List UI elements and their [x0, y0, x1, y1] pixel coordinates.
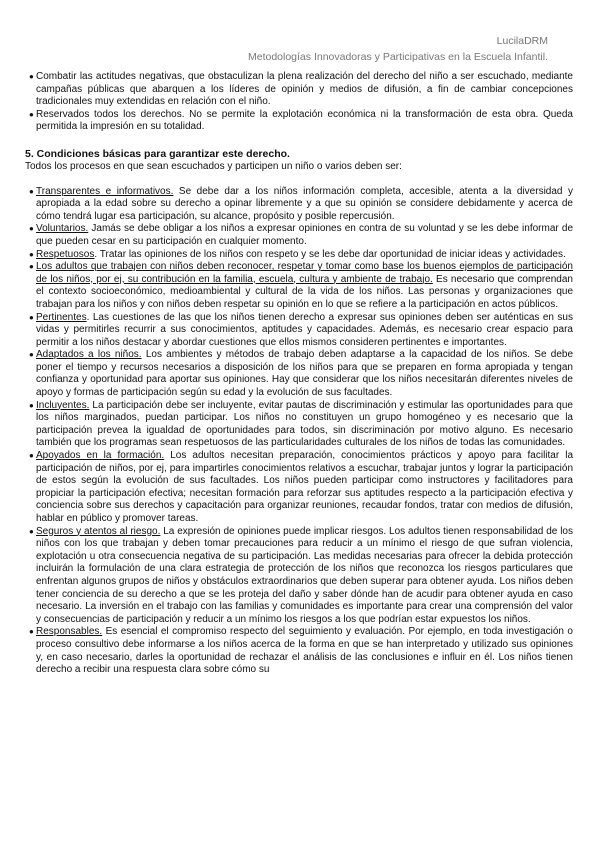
bullet-icon: ●: [29, 262, 34, 272]
bullet-icon: ●: [29, 109, 34, 119]
list-item: [29, 223, 573, 248]
item-description: Es necesario que comprendan el contexto socioeconómico, medioambiental y cultural de la vida de los niños. Las personas y organizaciones que trabajan para los niños y con niños deben respetar su opinión en lo que se refiere a la participación en actos públicos.: [36, 273, 573, 310]
item-term: Pertinentes: [36, 311, 87, 323]
list-item: [29, 526, 573, 627]
bullet-icon: ●: [29, 186, 34, 196]
item-term: Respetuosos: [36, 248, 95, 260]
list-item: [29, 400, 573, 450]
list-item: [29, 109, 573, 134]
list-item: [29, 349, 573, 399]
item-term: Responsables.: [36, 626, 103, 638]
bullet-icon: ●: [29, 72, 34, 81]
page-header: [248, 33, 548, 65]
top-bullet-list: [25, 71, 573, 134]
bullet-icon: ●: [29, 312, 34, 322]
section-heading: 5. Condiciones básicas para garantizar este derecho.: [25, 147, 290, 160]
list-item: [29, 71, 573, 109]
list-item-text: Reservados todos los derechos. No se permite la explotación económica ni la transformación de esta obra. Queda permitida la impresión en su totalidad.: [36, 108, 573, 133]
item-term: Transparentes e informativos.: [36, 185, 174, 197]
list-item-text: Combatir las actitudes negativas, que obstaculizan la plena realización del derecho del niño a ser escuchado, mediante campañas públicas que abarquen a los líderes de opinión y medios de difusión, a fin de cambiar concepciones tradicionales muy extendidas en relación con el niño.: [36, 71, 573, 108]
conditions-list: [25, 186, 573, 677]
section-intro: Todos los procesos en que sean escuchados y participen un niño o varios deben ser:: [25, 160, 402, 172]
item-description: La expresión de opiniones puede implicar riesgos. Los adultos tienen responsabilidad de los niños con los que trabajan y deben tomar precauciones para reducir a un mínimo el riesgo de que sufran violencia, explotación u otra consecuencia negativa de su participación. Las medidas necesarias para ofrecer la debida protección incluirán la formulación de una clara estrategia de protección de los niños que reconozca los riesgos particulares que enfrentan algunos grupos de niños y obstáculos extraordinarios que deben superar para obtener ayuda. Los niños deben tener conciencia de su derecho a que se les proteja del daño y saber dónde han de acudir para obtener ayuda en caso necesario. La inversión en el trabajo con las familias y comunidades es importante para crear una comprensión del valor y consecuencias de participación y reducir a un mínimo los riesgos a los que podrían estar expuestos los niños.: [36, 525, 573, 625]
item-term: Voluntarios.: [36, 223, 89, 235]
bullet-icon: ●: [29, 627, 34, 637]
item-description: . Tratar las opiniones de los niños con respeto y se les debe dar oportunidad de iniciar ideas y actividades.: [94, 248, 566, 260]
item-description: Jamás se debe obligar a los niños a expresar opiniones en contra de su voluntad y se les debe informar de que pueden cesar en su participación en cualquier momento.: [36, 223, 573, 247]
bullet-icon: ●: [29, 526, 34, 536]
list-item: [29, 261, 573, 311]
item-description: . Las cuestiones de las que los niños tienen derecho a expresar sus opiniones deben ser auténticas en sus vidas y permitirles recurrir a sus conocimientos, aptitudes y capacidades. Además, es necesario crear espacio para permitir a los niños destacar y abordar cuestiones que ellos mismos consideren pertinentes e importantes.: [36, 311, 573, 348]
item-term: Apoyados en la formación.: [36, 450, 165, 462]
bullet-icon: ●: [29, 224, 34, 234]
bullet-icon: ●: [29, 400, 34, 410]
list-item: [29, 249, 573, 262]
item-term: Seguros y atentos al riesgo.: [36, 525, 161, 537]
item-term: Incluyentes.: [36, 399, 90, 411]
item-description: Los adultos necesitan preparación, conocimientos prácticos y apoyo para facilitar la participación de niños, por ej, para impartirles conocimientos relativos a escuchar, trabajar juntos y lograr la participación de estos según la evolución de sus facultades. Los niños pueden participar como instructores y facilitadores para propiciar la participación efectiva; necesitan formación para reforzar sus aptitudes respecto a la participación efectiva y conciencia sobre sus derechos y capacitación para organizar reuniones, recaudar fondos, tratar con medios de difusión, hablar en público y promover tareas.: [36, 450, 574, 524]
item-description: Se debe dar a los niños información completa, accesible, atenta a la diversidad y apropiada a la edad sobre su derecho a opinar libremente y a que su opinión se considere debidamente y acerca de cómo tendrá lugar esa participación, su alcance, propósito y posible repercusión.: [36, 185, 573, 222]
list-item: [29, 312, 573, 350]
list-item: [29, 626, 573, 676]
bullet-icon: ●: [29, 249, 34, 259]
header-subtitle: Metodologías Innovadoras y Participativas en la Escuela Infantil.: [247, 51, 548, 63]
item-description: Es esencial el compromiso respecto del seguimiento y evaluación. Por ejemplo, en toda investigación o proceso consultivo debe informarse a los niños acerca de la forma en que se han interpretado y utilizado sus opiniones y, en caso necesario, darles la oportunidad de rechazar el análisis de las conclusiones e influir en él. Los niños tienen derecho a recibir una respuesta clara sobre cómo su: [36, 626, 573, 676]
list-item: [29, 186, 573, 224]
list-item: [29, 450, 573, 526]
bullet-icon: ●: [29, 350, 34, 360]
item-description: Los ambientes y métodos de trabajo deben adaptarse a la capacidad de los niños. Se debe poner el tiempo y recursos necesarios a disposición de los niños para que se preparen en forma apropiada y tengan confianza y oportunidad para aportar sus opiniones. Hay que considerar que los niños necesitarán diferentes niveles de apoyo y formas de participación según su edad y la evolución de sus facultades.: [36, 349, 574, 399]
header-author: LucilaDRM: [496, 35, 548, 47]
item-term: Los adultos que trabajen con niños deben reconocer, respetar y tomar como base los buenos ejemplos de participación de los niños, por ej, su contribución en la familia, escuela, cultura y ambiente de trabajo.: [36, 261, 573, 285]
bullet-icon: ●: [29, 451, 34, 461]
document-body: [25, 71, 573, 677]
item-description: La participación debe ser incluyente, evitar pautas de discriminación y estimular las oportunidades para que los niños marginados, puedan participar. Los niños no constituyen un grupo homogéneo y es necesario que la participación prevea la igualdad de oportunidades para todos, sin discriminación por motivo alguno. Es necesario también que los programas sean respetuosos de las particularidades culturales de los niños de todas las comunidades.: [36, 399, 573, 449]
item-term: Adaptados a los niños.: [36, 349, 142, 361]
